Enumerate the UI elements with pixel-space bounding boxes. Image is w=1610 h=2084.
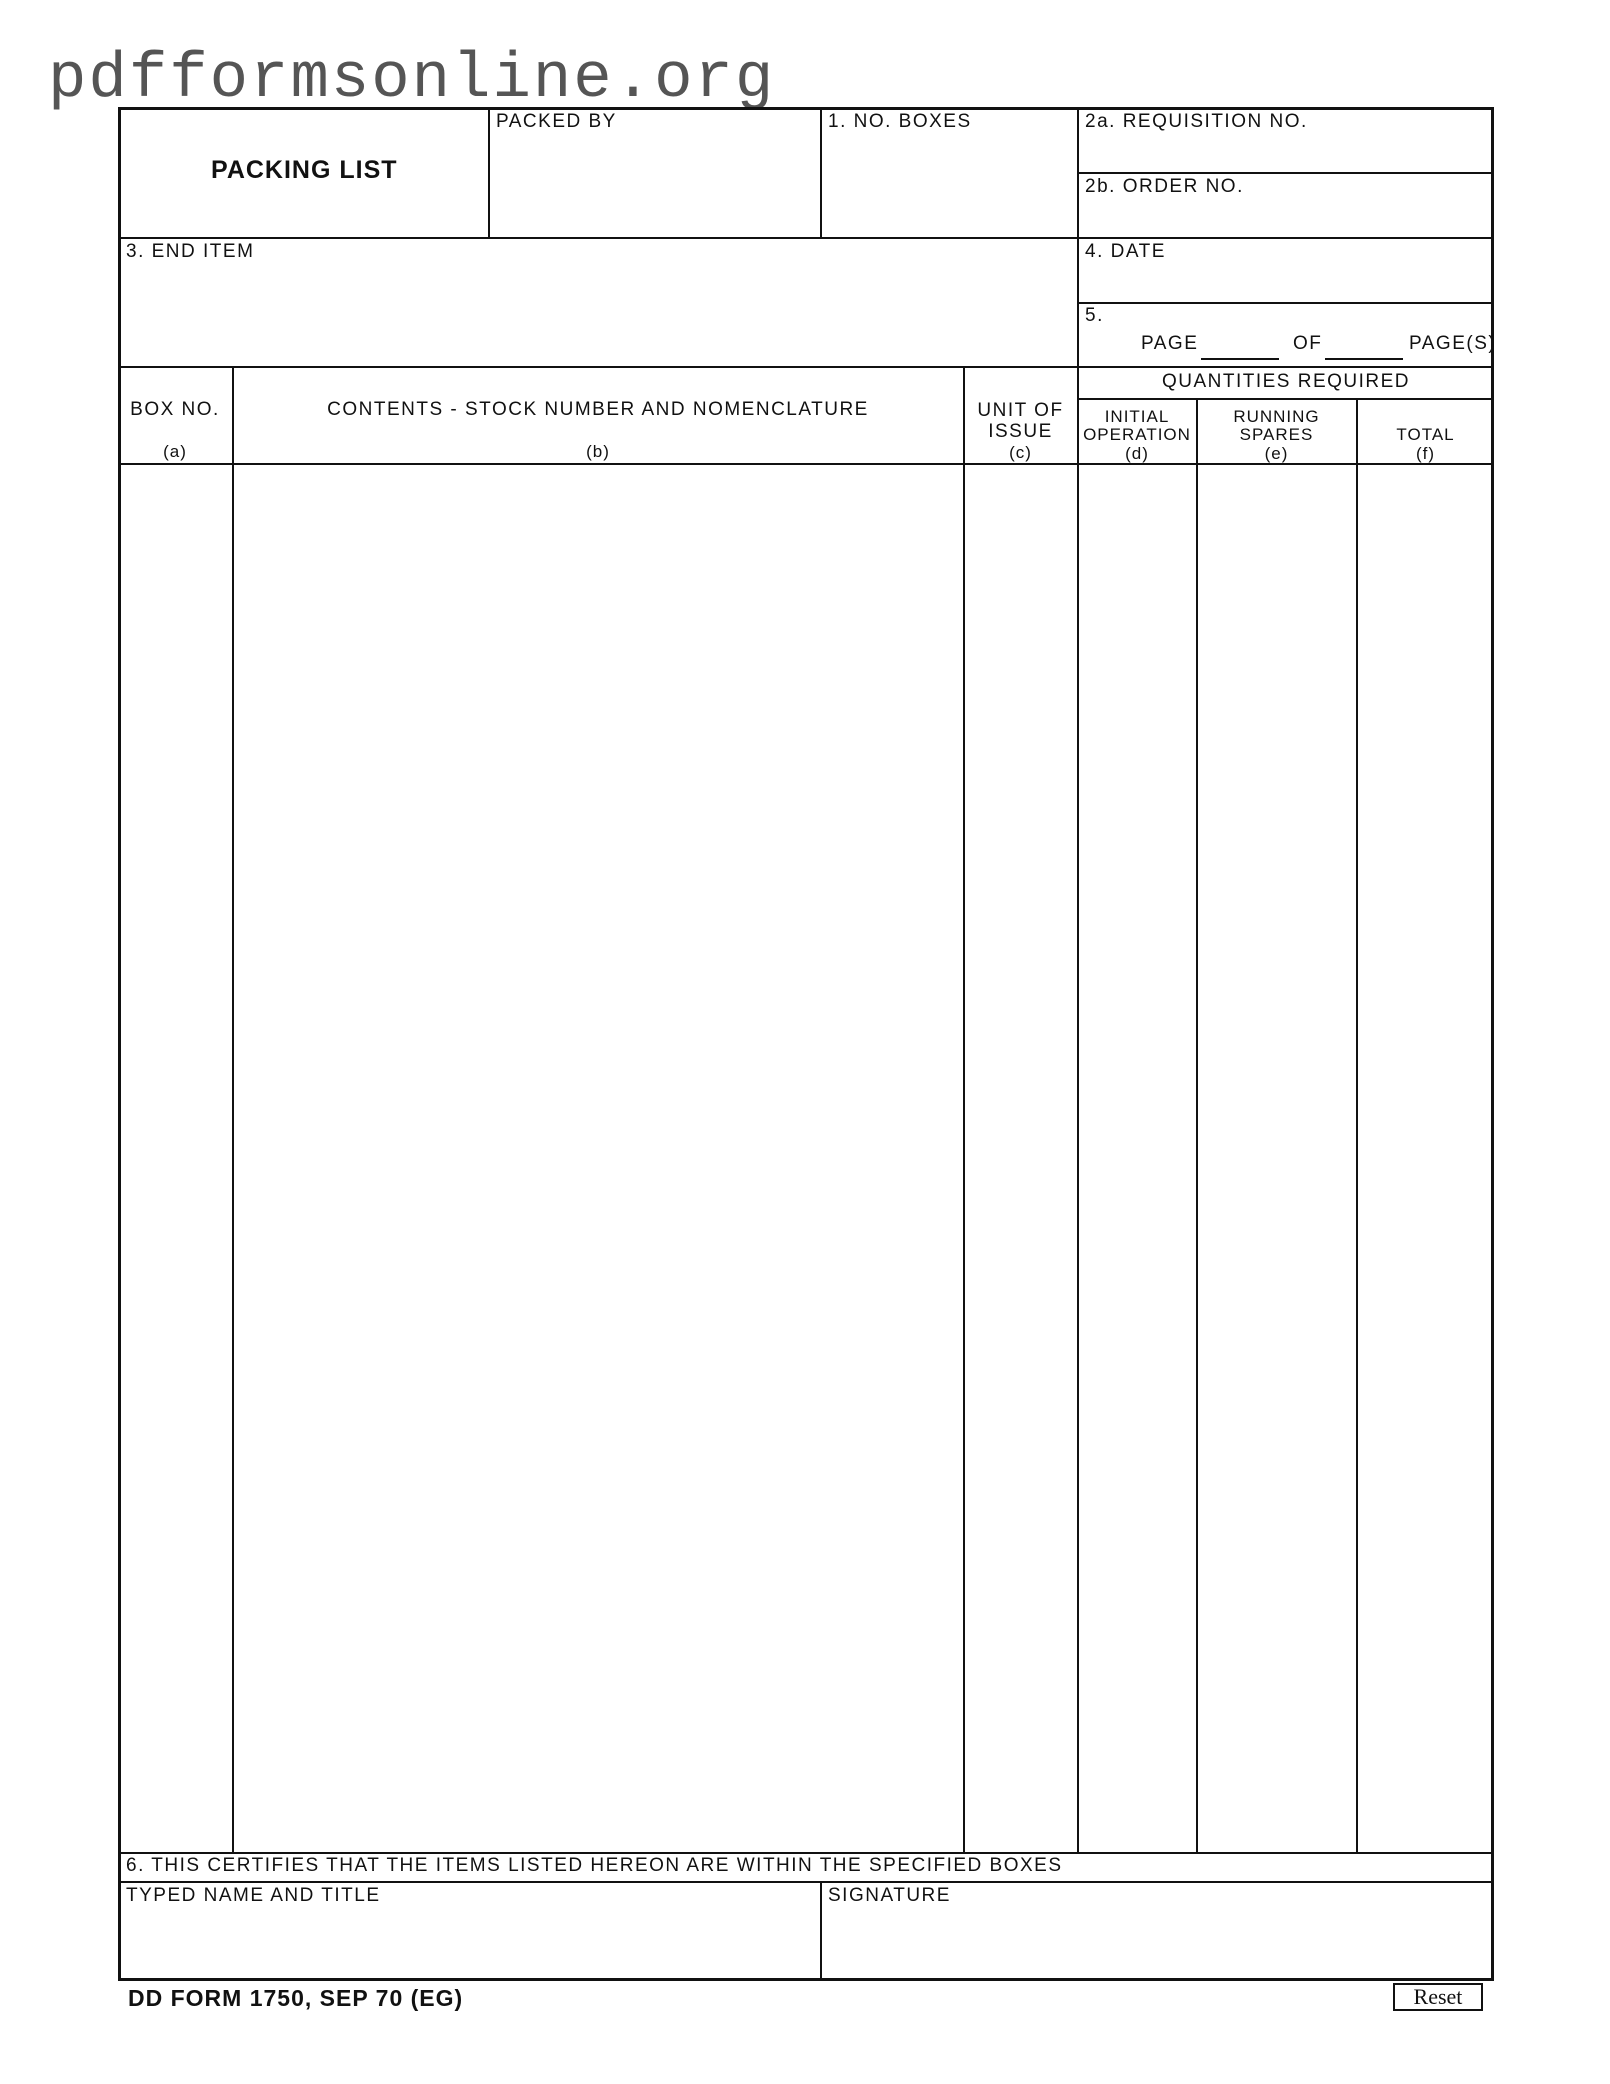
unit-of-issue-column-field[interactable] xyxy=(966,466,1076,1850)
divider xyxy=(963,366,965,1853)
quantities-required-header: QUANTITIES REQUIRED xyxy=(1161,371,1411,392)
no-boxes-field[interactable] xyxy=(824,140,1074,234)
divider xyxy=(1356,398,1358,1853)
of-label: OF xyxy=(1293,333,1323,354)
date-label: 4. DATE xyxy=(1085,241,1166,262)
page-total-field[interactable] xyxy=(1325,358,1403,360)
unit-letter: (c) xyxy=(1009,443,1032,462)
divider xyxy=(118,237,1494,239)
issue-header: ISSUE xyxy=(988,421,1053,442)
requisition-no-field[interactable] xyxy=(1082,134,1490,170)
spares-header: SPARES xyxy=(1239,425,1314,444)
reset-button[interactable]: Reset xyxy=(1393,1983,1483,2011)
contents-header: CONTENTS - STOCK NUMBER AND NOMENCLATURE xyxy=(327,399,869,420)
running-header: RUNNING xyxy=(1233,407,1320,426)
divider xyxy=(118,366,1494,368)
contents-column-field[interactable] xyxy=(235,466,962,1850)
packed-by-label: PACKED BY xyxy=(496,111,617,132)
page-label: PAGE xyxy=(1141,333,1199,354)
packed-by-field[interactable] xyxy=(492,140,816,234)
watermark-text: pdfformsonline.org xyxy=(48,44,776,116)
divider xyxy=(1196,398,1198,1853)
end-item-label: 3. END ITEM xyxy=(126,241,255,262)
divider xyxy=(118,1852,1494,1854)
divider xyxy=(232,366,234,1853)
total-column-field[interactable] xyxy=(1359,466,1491,1850)
typed-name-field[interactable] xyxy=(122,1910,817,1977)
divider xyxy=(1077,107,1079,1853)
running-letter: (e) xyxy=(1264,444,1289,463)
divider xyxy=(118,1881,1494,1883)
no-boxes-label: 1. NO. BOXES xyxy=(828,111,972,132)
running-spares-column-field[interactable] xyxy=(1199,466,1355,1850)
divider xyxy=(820,1881,822,1980)
pages-label: PAGE(S) xyxy=(1409,333,1497,354)
box-no-letter: (a) xyxy=(163,442,187,461)
form-title: PACKING LIST xyxy=(211,156,398,184)
form-identifier: DD FORM 1750, SEP 70 (EG) xyxy=(128,1985,464,2011)
date-field[interactable] xyxy=(1082,266,1490,300)
divider xyxy=(1078,398,1494,400)
order-no-label: 2b. ORDER NO. xyxy=(1085,176,1244,197)
divider xyxy=(1078,302,1494,304)
total-letter: (f) xyxy=(1415,444,1436,463)
divider xyxy=(488,107,490,238)
unit-of-header: UNIT OF xyxy=(977,400,1064,421)
end-item-field[interactable] xyxy=(122,266,1074,363)
typed-name-label: TYPED NAME AND TITLE xyxy=(126,1885,381,1906)
certification-statement: 6. THIS CERTIFIES THAT THE ITEMS LISTED HEREON ARE WITHIN THE SPECIFIED BOXES xyxy=(126,1855,1063,1876)
page-number-field[interactable] xyxy=(1201,358,1279,360)
operation-header: OPERATION xyxy=(1083,425,1191,444)
signature-label: SIGNATURE xyxy=(828,1885,951,1906)
initial-header: INITIAL xyxy=(1104,407,1170,426)
box-no-header: BOX NO. xyxy=(130,399,220,420)
initial-letter: (d) xyxy=(1125,444,1149,463)
divider xyxy=(1078,172,1494,174)
order-no-field[interactable] xyxy=(1082,199,1490,235)
signature-field[interactable] xyxy=(824,1910,1490,1977)
item-5-label: 5. xyxy=(1085,305,1104,326)
contents-letter: (b) xyxy=(586,442,610,461)
divider xyxy=(118,463,1494,465)
requisition-no-label: 2a. REQUISITION NO. xyxy=(1085,111,1308,132)
total-header: TOTAL xyxy=(1396,425,1455,444)
divider xyxy=(820,107,822,238)
initial-operation-column-field[interactable] xyxy=(1080,466,1195,1850)
box-no-column-field[interactable] xyxy=(121,466,231,1850)
